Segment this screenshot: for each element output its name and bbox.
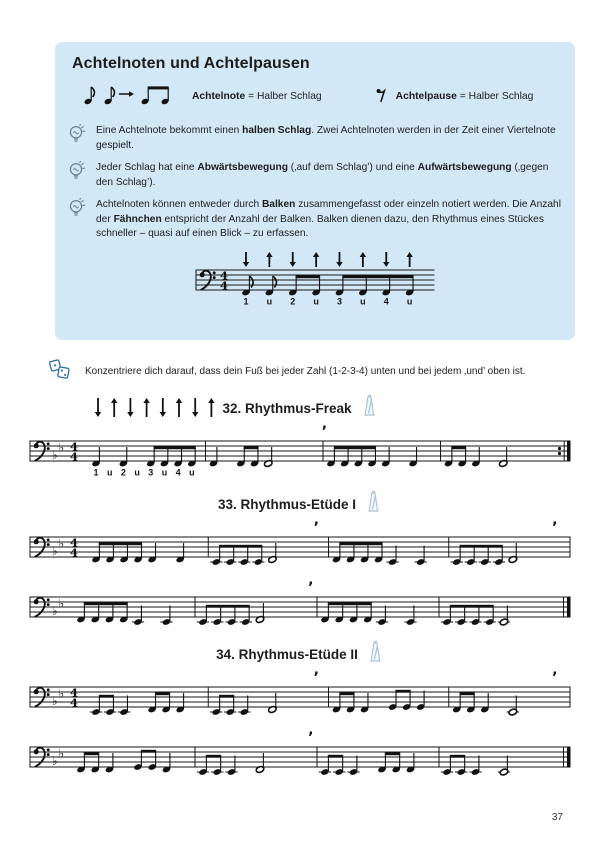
metronome-icon: [367, 640, 384, 668]
flat-sign: ♭: [58, 746, 65, 761]
exercise-number: 33.: [217, 496, 237, 512]
flat-sign: ♭: [58, 536, 65, 551]
concentrate-text: Konzentriere dich darauf, dass dein Fuß bei jeder Zahl (1-2-3-4) unten und bei jedem ‚und’ oben ist.: [85, 366, 526, 377]
staff-system: [29, 421, 571, 481]
tip-item: [67, 124, 561, 153]
flat-sign: ♭: [58, 596, 65, 611]
page-title: Achtelnoten und Achtelpausen: [72, 55, 310, 72]
legend-note-def: = Halber Schlag: [248, 91, 322, 102]
systems: [29, 421, 571, 481]
beat-arrows: [29, 491, 189, 517]
breath-mark: ’: [308, 730, 314, 746]
lightbulb-icon: [67, 124, 88, 151]
flat-sign: ♭: [52, 754, 58, 769]
exercise-number: 34.: [216, 646, 235, 662]
exercise-header: [29, 493, 571, 515]
exercise: [29, 493, 571, 631]
breath-mark: ’: [321, 424, 328, 440]
info-box: [55, 42, 575, 340]
metronome-icon: [361, 394, 378, 422]
time-signature: 4: [69, 545, 79, 560]
count-label: u: [161, 467, 168, 478]
flat-sign: ♭: [52, 544, 58, 559]
page-number: 37: [551, 812, 563, 823]
count-label: 2: [120, 467, 126, 478]
exercise-header: [29, 397, 571, 419]
staff-system: [29, 517, 571, 571]
staff-system: [195, 250, 435, 310]
count-label: u: [189, 467, 195, 478]
legend-note-term: Achtelnote: [192, 91, 246, 102]
staff-system: [29, 577, 571, 631]
exercise-title: [222, 401, 351, 416]
tip-item: [67, 161, 561, 190]
exercise-name: Rhythmus-Etüde I: [240, 496, 357, 512]
flat-sign: ♭: [52, 604, 58, 619]
count-label: 4: [175, 467, 181, 478]
time-signature: 4: [219, 278, 229, 293]
legend-rest-def: = Halber Schlag: [459, 91, 534, 102]
exercise-number: 32.: [222, 400, 242, 416]
breath-mark: ’: [313, 520, 319, 536]
time-signature: 4: [69, 535, 79, 550]
time-signature: 4: [69, 685, 79, 700]
count-label: 3: [336, 296, 343, 307]
time-signature: 4: [69, 439, 79, 454]
count-label: 1: [243, 296, 249, 307]
flat-sign: ♭: [52, 694, 58, 709]
tip-text: Achtelnoten können entweder durch Balken zusammengefasst oder einzeln notiert werden. Die Anzahl der Fähnchen entspricht der Anzahl der Balken. Balken dienen dazu, den Rhythmus eines Stückes schneller – quasi auf einen Blick – zu erfassen.: [96, 199, 561, 240]
concentrate-note: [48, 357, 576, 386]
exercise-header: [29, 643, 571, 665]
notation-example: [55, 250, 575, 315]
tip-item: [67, 198, 561, 241]
staff-system: [29, 727, 571, 781]
count-label: 4: [383, 296, 389, 307]
beat-arrows: [29, 641, 189, 667]
eighth-rest-icon: [376, 86, 387, 108]
count-label: 3: [148, 467, 154, 478]
exercise-title: [218, 497, 356, 512]
lightbulb-icon: [67, 198, 88, 225]
count-label: u: [313, 296, 319, 307]
tip-text: Jeder Schlag hat eine Abwärtsbewegung (‚auf dem Schlag’) und eine Aufwärtsbewegung (‚gegen den Schlag’).: [96, 162, 549, 188]
systems: [29, 517, 571, 631]
legend-rest-term: Achtelpause: [395, 91, 457, 102]
legend-note: [192, 91, 322, 103]
exercises-section: [29, 397, 571, 787]
flat-sign: ♭: [58, 686, 65, 701]
count-label: u: [406, 296, 413, 307]
exercise-name: Rhythmus-Etüde II: [238, 646, 358, 662]
exercise: [29, 643, 571, 781]
beat-arrows: [29, 395, 189, 421]
exercise: [29, 397, 571, 481]
tip-text: Eine Achtelnote bekommt einen halben Schlag. Zwei Achtelnoten werden in der Zeit einer Viertelnote gespielt.: [96, 125, 556, 151]
count-label: u: [106, 467, 113, 478]
count-label: 1: [93, 467, 99, 478]
breath-mark: ’: [313, 670, 319, 686]
time-signature: 4: [69, 449, 79, 464]
time-signature: 4: [69, 695, 79, 710]
legend-row: [83, 83, 561, 111]
count-label: u: [266, 296, 273, 307]
flat-sign: ♭: [52, 448, 58, 463]
systems: [29, 667, 571, 781]
count-label: u: [134, 467, 140, 478]
staff-system: [29, 667, 571, 721]
breath-mark: ’: [552, 520, 558, 536]
exercise-title: [216, 647, 358, 662]
tips-list: [67, 124, 561, 241]
breath-mark: ’: [552, 670, 558, 686]
eighth-notes-icon: [83, 83, 179, 111]
metronome-icon: [365, 490, 382, 518]
breath-mark: ’: [308, 580, 314, 596]
time-signature: 4: [219, 268, 229, 283]
count-label: 2: [290, 296, 296, 307]
exercise-name: Rhythmus-Freak: [245, 400, 352, 416]
count-label: u: [360, 296, 366, 307]
dice-icon: [48, 357, 72, 386]
legend-rest: [396, 91, 534, 103]
flat-sign: ♭: [58, 440, 65, 455]
lightbulb-icon: [67, 161, 88, 188]
